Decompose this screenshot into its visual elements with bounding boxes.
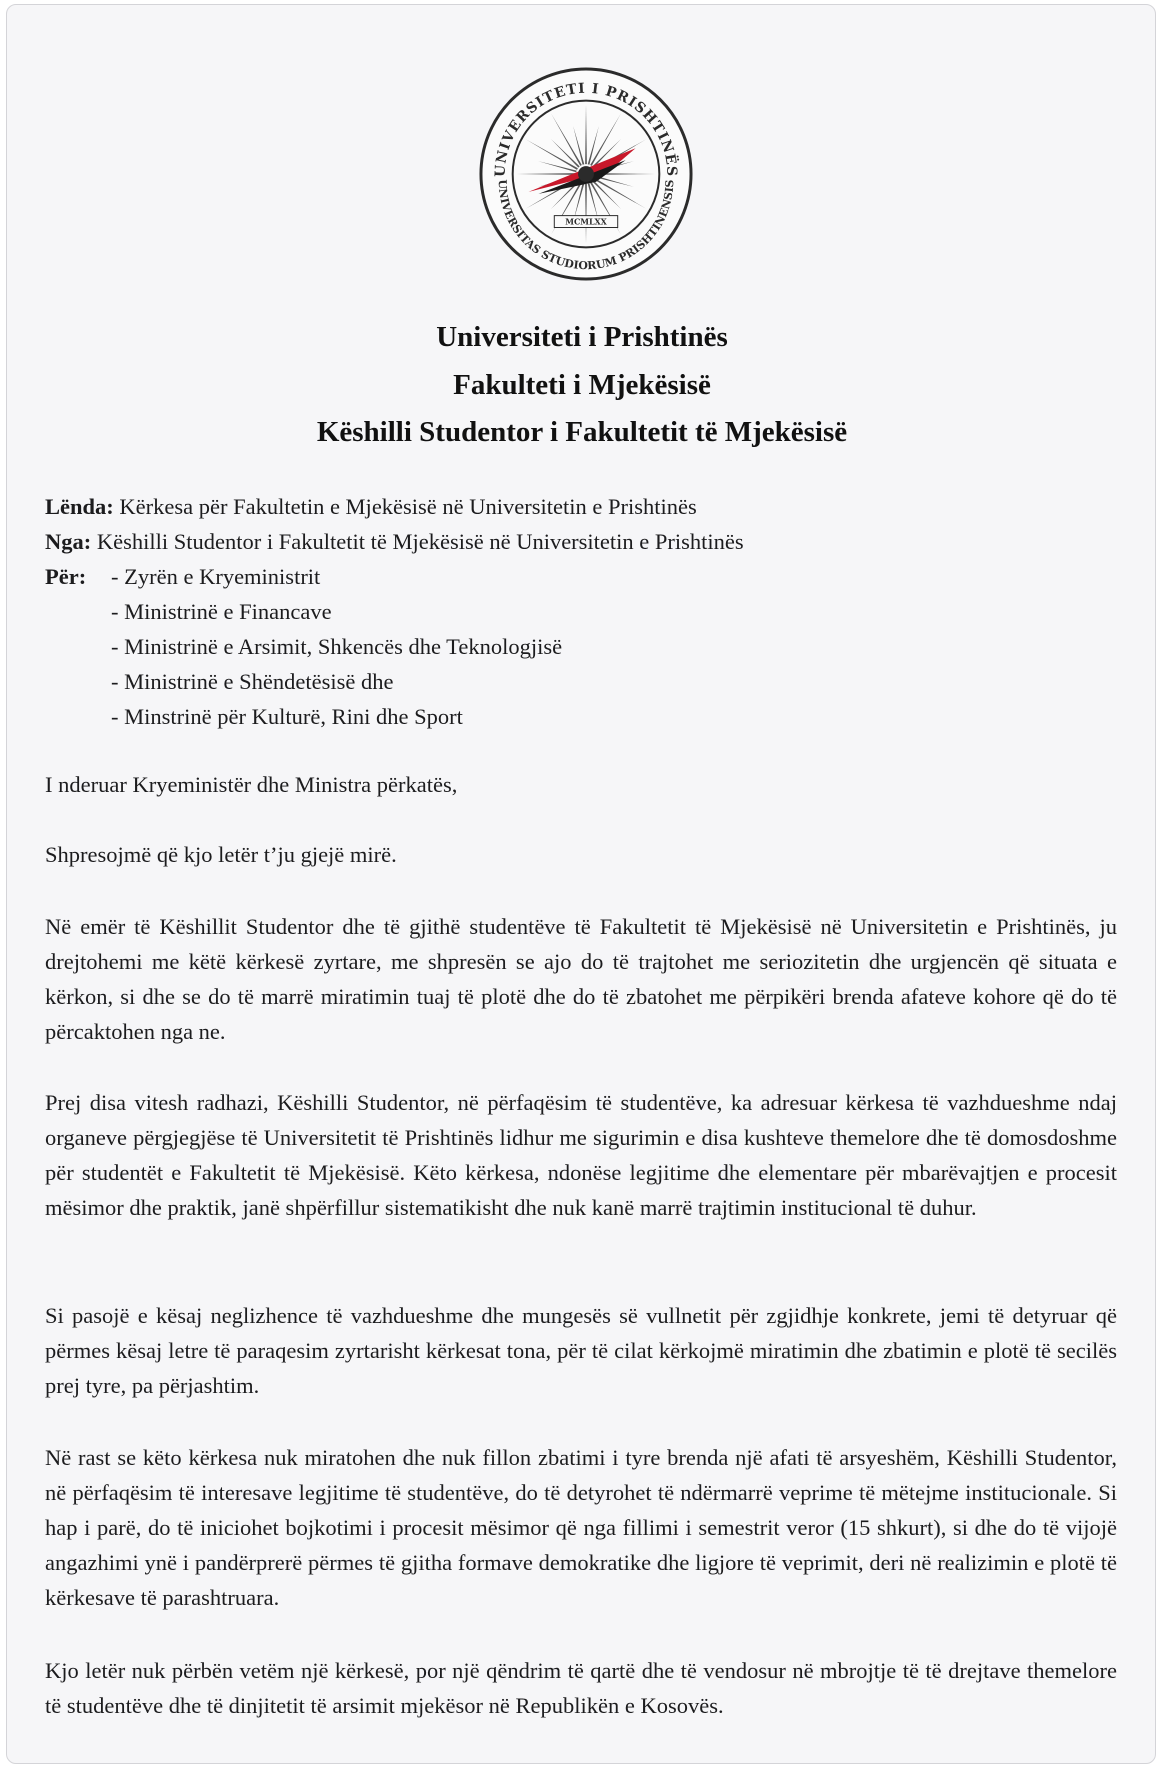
from-line bbox=[45, 524, 744, 559]
salutation: I nderuar Kryeministër dhe Ministra përkatës, bbox=[45, 772, 458, 797]
university-title: Universiteti i Prishtinës bbox=[436, 321, 728, 353]
paragraph-background: Prej disa vitesh radhazi, Këshilli Studentor, në përfaqësim të studentëve, ka adresuar kërkesa të vazhdueshme ndaj organeve përgjegjëse të Universitetit të Prishtinës lidhur me sigurimin e disa kushteve themelore dhe të domosdoshme për studentët e Fakultetit të Mjekësisë. Këto kërkesa, ndonëse legjitime dhe elementare për mbarëvajtjen e procesit mësimor dhe praktik, janë shpërfillur sistematikisht dhe nuk kanë marrë trajtimin institucional të duhur. bbox=[45, 1090, 1117, 1220]
letter-page bbox=[6, 4, 1156, 1764]
letter-meta bbox=[45, 489, 744, 734]
recipient-item: - Minstrinë për Kulturë, Rini dhe Sport bbox=[111, 704, 463, 729]
recipients-list bbox=[111, 559, 562, 734]
from-value: Këshilli Studentor i Fakultetit të Mjekësisë në Universitetin e Prishtinës bbox=[96, 529, 744, 554]
paragraph-intro: Në emër të Këshillit Studentor dhe të gjithë studentëve të Fakultetit të Mjekësisë në Universitetin e Prishtinës, ju drejtohemi me këtë kërkesë zyrtare, me shpresën se ajo do të trajtohet me seriozitetin dhe urgjencën që situata e kërkon, si dhe se do të marrë miratimin tuaj të plotë dhe do të zbatohet me përpikëri brenda afateve kohore që do të përcaktohen nga ne. bbox=[45, 914, 1117, 1044]
from-label: Nga: bbox=[45, 529, 92, 554]
paragraph-consequence: Si pasojë e kësaj neglizhence të vazhdueshme dhe mungesës së vullnetit për zgjidhje konkrete, jemi të detyruar që përmes kësaj letre të paraqesim zyrtarisht kërkesat tona, për të cilat kërkojmë miratimin dhe zbatimin e plotë të secilës prej tyre, pa përjashtim. bbox=[45, 1303, 1117, 1398]
paragraph-boycott: Në rast se këto kërkesa nuk miratohen dhe nuk fillon zbatimi i tyre brenda një afati të arsyeshëm, Këshilli Studentor, në përfaqësim të interesave legjitime të studentëve, do të detyrohet të ndërmarrë veprime të mëtejme institucionale. Si hap i parë, do të iniciohet bojkotimi i procesit mësimor që nga fillimi i semestrit veror (15 shkurt), si dhe do të vijojë angazhimi ynë i pandërprerë përmes të gjitha formave demokratike dhe ligjore të veprimit, deri në realizimin e plotë të kërkesave të parashtruara. bbox=[45, 1445, 1117, 1610]
recipient-item: - Zyrën e Kryeministrit bbox=[111, 564, 321, 589]
recipient-item: - Ministrinë e Shëndetësisë dhe bbox=[111, 669, 394, 694]
subject-line bbox=[45, 489, 744, 524]
recipient-item: - Ministrinë e Arsimit, Shkencës dhe Teknologjisë bbox=[111, 634, 563, 659]
university-seal-logo bbox=[477, 65, 695, 283]
faculty-title: Fakulteti i Mjekësisë bbox=[453, 369, 711, 401]
seal-top-text: UNIVERSITETI I PRISHTINËS bbox=[492, 80, 680, 178]
subject-value: Kërkesa për Fakultetin e Mjekësisë në Universitetin e Prishtinës bbox=[119, 494, 697, 519]
seal-year: MCMLXX bbox=[565, 217, 607, 227]
to-label: Për: bbox=[45, 564, 87, 589]
seal-bottom-text: UNIVERSITAS STUDIORUM PRISHTINENSIS bbox=[495, 179, 677, 273]
council-title: Këshilli Studentor i Fakultetit të Mjekësisë bbox=[316, 416, 848, 448]
recipient-item: - Ministrinë e Financave bbox=[111, 599, 332, 624]
subject-label: Lënda: bbox=[45, 494, 114, 519]
greeting-line: Shpresojmë që kjo letër t’ju gjejë mirë. bbox=[45, 842, 397, 867]
recipients-block bbox=[45, 559, 744, 734]
paragraph-closing: Kjo letër nuk përbën vetëm një kërkesë, por një qëndrim të qartë dhe të vendosur në mbrojtje të të drejtave themelore të studentëve dhe të dinjitetit të arsimit mjekësor në Republikën e Kosovës. bbox=[45, 1658, 1117, 1718]
